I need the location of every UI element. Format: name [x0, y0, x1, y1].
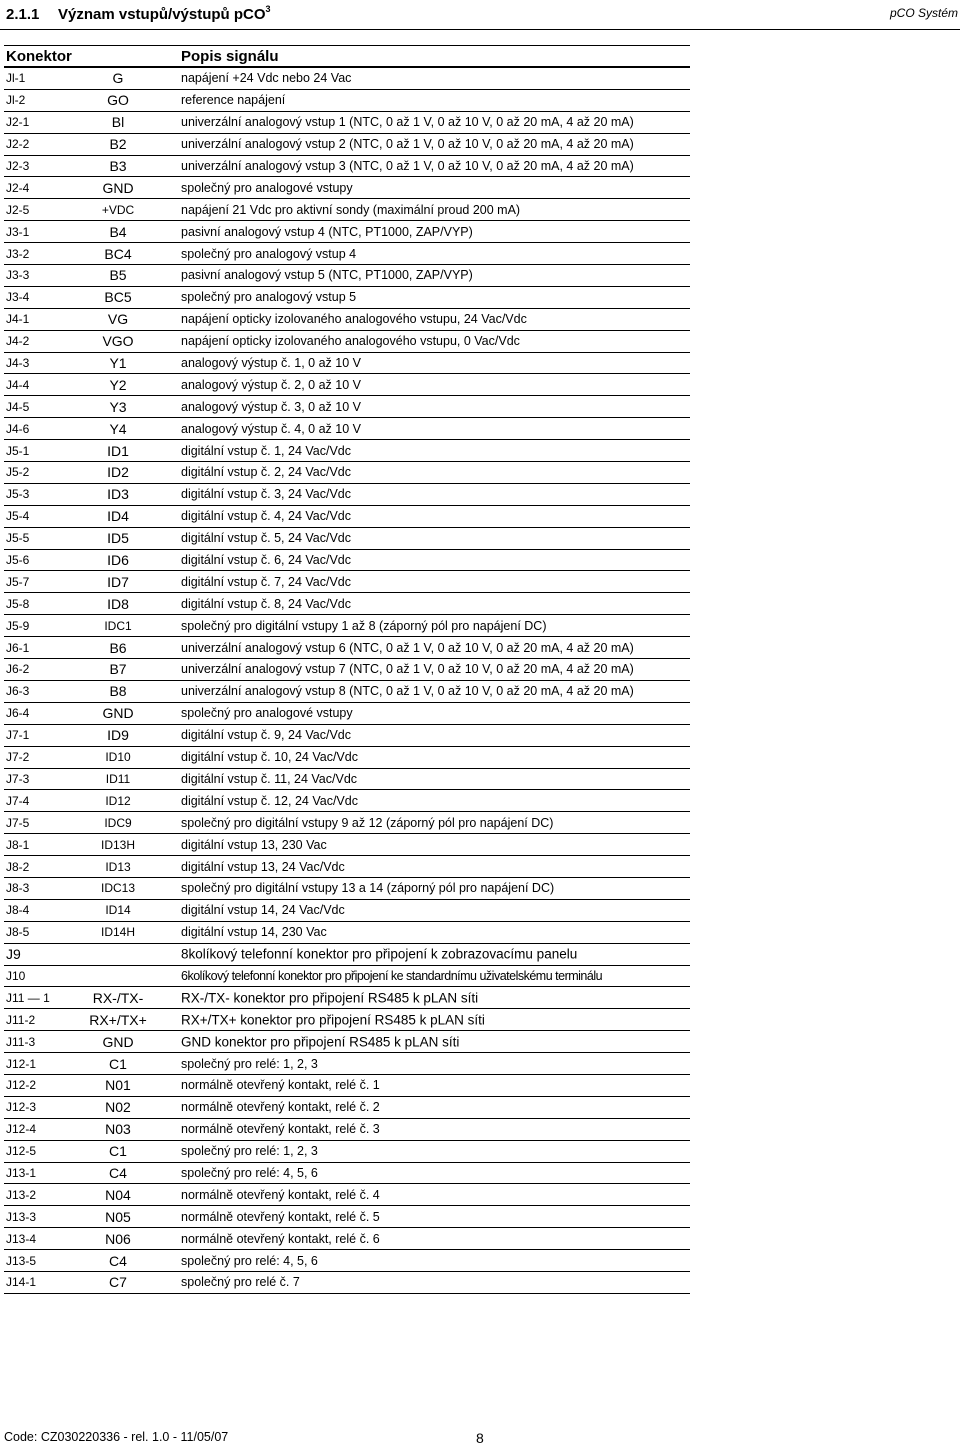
table-row [4, 287, 690, 309]
connector-id: J5-2 [6, 465, 30, 480]
signal-description: digitální vstup 14, 24 Vac/Vdc [181, 903, 345, 918]
signal-description: RX-/TX- konektor pro připojení RS485 k pLAN síti [181, 990, 479, 1006]
brand-label: pCO Systém [889, 6, 958, 20]
signal-name: GO [107, 92, 129, 109]
signal-description: digitální vstup č. 2, 24 Vac/Vdc [181, 465, 352, 480]
table-row [4, 156, 690, 178]
table-row [4, 703, 690, 725]
connector-id: J5-1 [6, 443, 30, 458]
section-title-text: Význam vstupů/výstupů pCO [58, 6, 266, 23]
table-row [4, 1031, 690, 1053]
signal-description: digitální vstup č. 7, 24 Vac/Vdc [181, 574, 352, 589]
page-number: 8 [476, 1430, 484, 1446]
signal-name: IDC1 [104, 618, 132, 633]
connector-id: J4-2 [6, 334, 30, 349]
connector-id: J8-1 [6, 837, 30, 852]
signal-name: C7 [109, 1274, 127, 1291]
connector-id: J3-2 [6, 246, 30, 261]
table-row [4, 374, 690, 396]
table-row [4, 1053, 690, 1075]
signal-description: RX+/TX+ konektor pro připojení RS485 k pLAN síti [181, 1012, 485, 1028]
signal-name: BC4 [104, 245, 132, 262]
signal-name: GND [102, 179, 134, 196]
connector-id: J13-2 [6, 1187, 37, 1202]
table-row [4, 769, 690, 791]
signal-description: GND konektor pro připojení RS485 k pLAN síti [181, 1034, 460, 1050]
signal-name: N04 [105, 1186, 131, 1203]
signal-description: pasivní analogový vstup 5 (NTC, PT1000, ZAP/VYP) [181, 268, 473, 283]
signal-description: analogový výstup č. 3, 0 až 10 V [181, 399, 361, 414]
signal-name: VGO [102, 333, 134, 350]
table-row [4, 112, 690, 134]
signal-description: normálně otevřený kontakt, relé č. 4 [181, 1187, 380, 1202]
signal-description: digitální vstup č. 12, 24 Vac/Vdc [181, 793, 358, 808]
table-row [4, 418, 690, 440]
signal-name: ID10 [105, 750, 131, 765]
table-row [4, 1206, 690, 1228]
table-row [4, 484, 690, 506]
signal-description: digitální vstup č. 3, 24 Vac/Vdc [181, 487, 352, 502]
signal-description: společný pro digitální vstupy 13 a 14 (záporný pól pro napájení DC) [181, 881, 555, 896]
table-row [4, 1141, 690, 1163]
signal-name: ID14 [105, 903, 131, 918]
connector-id: J8-2 [6, 859, 30, 874]
connector-id: J5-7 [6, 574, 30, 589]
signal-description: společný pro analogové vstupy [181, 180, 353, 195]
table-row [4, 396, 690, 418]
connector-id: J8-3 [6, 881, 30, 896]
signal-description: společný pro relé: 1, 2, 3 [181, 1056, 318, 1071]
signal-description: společný pro relé: 1, 2, 3 [181, 1144, 318, 1159]
signal-description: společný pro digitální vstupy 1 až 8 (záporný pól pro napájení DC) [181, 618, 547, 633]
table-row [4, 1250, 690, 1272]
connector-table [4, 45, 690, 1294]
signal-name: ID13 [105, 859, 131, 874]
signal-description: napájení 21 Vdc pro aktivní sondy (maximální proud 200 mA) [181, 202, 521, 217]
table-row [4, 944, 690, 966]
signal-description: digitální vstup č. 11, 24 Vac/Vdc [181, 771, 358, 786]
connector-id: J4-3 [6, 356, 30, 371]
table-row [4, 615, 690, 637]
table-row [4, 550, 690, 572]
signal-name: ID14H [100, 925, 135, 940]
signal-description: univerzální analogový vstup 2 (NTC, 0 až 1 V, 0 až 10 V, 0 až 20 mA, 4 až 20 mA) [181, 137, 634, 152]
signal-name: Y1 [109, 355, 127, 372]
signal-name: IDC9 [104, 815, 132, 830]
connector-id: J5-9 [6, 618, 30, 633]
connector-id: J8-5 [6, 925, 30, 940]
connector-id: J6-4 [6, 706, 30, 721]
signal-description: společný pro analogové vstupy [181, 706, 353, 721]
connector-id: J11-2 [6, 1012, 36, 1027]
signal-description: normálně otevřený kontakt, relé č. 2 [181, 1100, 380, 1115]
signal-description: digitální vstup č. 9, 24 Vac/Vdc [181, 728, 352, 743]
connector-id: J13-3 [6, 1209, 37, 1224]
table-row [4, 659, 690, 681]
signal-name: B8 [109, 683, 127, 700]
signal-name: B3 [109, 158, 127, 174]
table-row [4, 462, 690, 484]
table-header [4, 46, 690, 68]
signal-name: IDC13 [100, 881, 135, 896]
table-row [4, 221, 690, 243]
signal-name: ID9 [107, 727, 129, 744]
table-row [4, 1097, 690, 1119]
signal-name: Y2 [109, 376, 127, 393]
signal-name: N06 [105, 1230, 131, 1247]
signal-description: napájení opticky izolovaného analogového vstupu, 0 Vac/Vdc [181, 334, 520, 349]
signal-name: ID2 [107, 464, 129, 481]
connector-id: J7-4 [6, 793, 30, 808]
signal-description: společný pro relé č. 7 [181, 1275, 300, 1290]
signal-name: ID11 [105, 771, 131, 786]
connector-id: J10 [6, 968, 26, 983]
signal-description: společný pro digitální vstupy 9 až 12 (záporný pól pro napájení DC) [181, 815, 554, 830]
signal-name: B2 [109, 136, 127, 153]
signal-name: ID12 [105, 793, 131, 808]
connector-id: J5-3 [6, 487, 30, 502]
connector-id: J5-6 [6, 553, 30, 568]
connector-id: J12-5 [6, 1144, 37, 1159]
signal-description: 6kolíkový telefonní konektor pro připojení ke standardnímu uživatelskému terminálu [181, 968, 603, 983]
signal-name: ID7 [107, 573, 129, 590]
connector-id: J7-3 [6, 771, 30, 786]
connector-id: J4-6 [6, 421, 30, 436]
signal-name: ID13H [100, 837, 135, 852]
signal-description: analogový výstup č. 4, 0 až 10 V [181, 421, 361, 436]
table-row [4, 571, 690, 593]
table-row [4, 134, 690, 156]
signal-description: digitální vstup č. 6, 24 Vac/Vdc [181, 553, 352, 568]
table-row [4, 1272, 690, 1294]
connector-id: Jl-2 [6, 93, 26, 108]
table-row [4, 966, 690, 988]
table-row [4, 922, 690, 944]
table-row [4, 1075, 690, 1097]
table-row [4, 834, 690, 856]
table-row [4, 177, 690, 199]
connector-id: J9 [6, 946, 21, 963]
connector-id: Jl-1 [6, 71, 26, 86]
connector-id: J13-4 [6, 1231, 37, 1246]
table-row [4, 199, 690, 221]
signal-name: RX-/TX- [92, 989, 144, 1006]
connector-id: J12-4 [6, 1122, 37, 1137]
signal-name: C4 [109, 1252, 127, 1269]
table-row [4, 637, 690, 659]
connector-id: J7-2 [6, 750, 30, 765]
table-row [4, 440, 690, 462]
table-row [4, 331, 690, 353]
signal-description: digitální vstup č. 10, 24 Vac/Vdc [181, 750, 358, 765]
table-row [4, 856, 690, 878]
table-row [4, 878, 690, 900]
column-header-connector: Konektor [6, 48, 72, 65]
table-row [4, 506, 690, 528]
signal-description: normálně otevřený kontakt, relé č. 6 [181, 1231, 380, 1246]
connector-id: J11-3 [6, 1034, 36, 1049]
table-row [4, 747, 690, 769]
signal-name: C1 [109, 1055, 127, 1072]
signal-name: ID4 [107, 508, 129, 525]
section-number: 2.1.1 [6, 6, 40, 23]
signal-name: +VDC [101, 202, 135, 217]
signal-description: normálně otevřený kontakt, relé č. 3 [181, 1122, 380, 1137]
signal-name: BC5 [104, 289, 132, 306]
signal-name: N01 [105, 1077, 131, 1094]
table-body [4, 68, 690, 1294]
connector-id: J3-1 [6, 224, 30, 239]
document-code: Code: CZ030220336 - rel. 1.0 - 11/05/07 [4, 1430, 229, 1444]
column-header-description: Popis signálu [181, 48, 279, 65]
connector-id: J2-2 [6, 137, 30, 152]
signal-description: digitální vstup 13, 24 Vac/Vdc [181, 859, 345, 874]
signal-name: GND [102, 1033, 134, 1050]
signal-name: GND [102, 705, 134, 722]
connector-id: J6-3 [6, 684, 30, 699]
signal-name: Bl [111, 114, 125, 131]
connector-id: J12-3 [6, 1100, 37, 1115]
signal-description: univerzální analogový vstup 6 (NTC, 0 až 1 V, 0 až 10 V, 0 až 20 mA, 4 až 20 mA) [181, 640, 634, 655]
table-row [4, 812, 690, 834]
signal-description: 8kolíkový telefonní konektor pro připojení k zobrazovacímu panelu [181, 946, 578, 962]
table-row [4, 593, 690, 615]
signal-description: společný pro relé: 4, 5, 6 [181, 1165, 318, 1180]
signal-description: společný pro analogový vstup 4 [181, 246, 357, 261]
signal-description: pasivní analogový vstup 4 (NTC, PT1000, ZAP/VYP) [181, 224, 473, 239]
signal-name: B4 [109, 223, 127, 240]
signal-description: digitální vstup 13, 230 Vac [181, 837, 327, 852]
connector-id: J5-4 [6, 509, 30, 524]
signal-description: univerzální analogový vstup 8 (NTC, 0 až 1 V, 0 až 10 V, 0 až 20 mA, 4 až 20 mA) [181, 684, 634, 699]
signal-description: digitální vstup č. 4, 24 Vac/Vdc [181, 509, 352, 524]
signal-name: ID6 [107, 552, 129, 569]
signal-name: ID5 [107, 530, 129, 547]
connector-id: J13-5 [6, 1253, 37, 1268]
signal-name: Y4 [109, 420, 127, 437]
section-title [6, 4, 271, 23]
table-row [4, 1119, 690, 1141]
signal-description: normálně otevřený kontakt, relé č. 5 [181, 1209, 380, 1224]
connector-id: J5-8 [6, 596, 30, 611]
signal-description: napájení +24 Vdc nebo 24 Vac [181, 71, 352, 86]
connector-id: J3-3 [6, 268, 30, 283]
signal-name: ID3 [107, 486, 129, 503]
connector-id: J2-4 [6, 180, 30, 195]
signal-description: digitální vstup č. 8, 24 Vac/Vdc [181, 596, 352, 611]
signal-name: B7 [109, 661, 127, 678]
section-title-superscript: 3 [265, 4, 271, 14]
table-row [4, 1228, 690, 1250]
signal-description: společný pro relé: 4, 5, 6 [181, 1253, 318, 1268]
table-row [4, 900, 690, 922]
table-row [4, 725, 690, 747]
signal-name: N03 [105, 1121, 131, 1138]
connector-id: J14-1 [6, 1275, 37, 1290]
table-row [4, 1163, 690, 1185]
signal-description: analogový výstup č. 2, 0 až 10 V [181, 377, 361, 392]
signal-description: reference napájení [181, 93, 286, 108]
connector-id: J4-5 [6, 399, 30, 414]
connector-id: J2-3 [6, 159, 30, 173]
signal-name: B6 [109, 639, 127, 656]
connector-id: J2-1 [6, 115, 30, 130]
table-row [4, 790, 690, 812]
table-row [4, 265, 690, 287]
connector-id: J6-2 [6, 662, 30, 677]
signal-description: digitální vstup č. 1, 24 Vac/Vdc [181, 443, 352, 458]
signal-description: univerzální analogový vstup 7 (NTC, 0 až 1 V, 0 až 10 V, 0 až 20 mA, 4 až 20 mA) [181, 662, 634, 677]
signal-description: normálně otevřený kontakt, relé č. 1 [181, 1078, 380, 1093]
table-row [4, 309, 690, 331]
signal-description: univerzální analogový vstup 1 (NTC, 0 až 1 V, 0 až 10 V, 0 až 20 mA, 4 až 20 mA) [181, 115, 634, 130]
signal-name: RX+/TX+ [89, 1011, 147, 1028]
table-row [4, 987, 690, 1009]
table-row [4, 353, 690, 375]
signal-name: C1 [109, 1143, 127, 1160]
signal-name: N02 [105, 1099, 131, 1116]
connector-id: J11 — 1 [6, 990, 50, 1005]
connector-id: J2-5 [6, 202, 30, 217]
connector-id: J7-1 [6, 728, 30, 743]
signal-description: univerzální analogový vstup 3 (NTC, 0 až 1 V, 0 až 10 V, 0 až 20 mA, 4 až 20 mA) [181, 159, 634, 173]
signal-name: ID1 [107, 442, 129, 459]
page-header [0, 0, 960, 30]
connector-id: J8-4 [6, 903, 30, 918]
table-row [4, 1184, 690, 1206]
signal-description: analogový výstup č. 1, 0 až 10 V [181, 356, 361, 371]
connector-id: J4-1 [6, 312, 30, 327]
connector-id: J12-1 [6, 1056, 37, 1071]
signal-description: napájení opticky izolovaného analogového vstupu, 24 Vac/Vdc [181, 312, 527, 327]
connector-id: J6-1 [6, 640, 30, 655]
connector-id: J13-1 [6, 1165, 37, 1180]
signal-name: N05 [105, 1208, 131, 1225]
signal-name: Y3 [109, 398, 127, 415]
signal-name: G [112, 70, 124, 87]
signal-name: C4 [109, 1164, 127, 1181]
signal-description: digitální vstup 14, 230 Vac [181, 925, 327, 940]
table-row [4, 1009, 690, 1031]
signal-name: VG [107, 311, 129, 328]
table-row [4, 68, 690, 90]
signal-description: digitální vstup č. 5, 24 Vac/Vdc [181, 531, 352, 546]
table-row [4, 90, 690, 112]
signal-name: B5 [109, 267, 127, 284]
connector-id: J4-4 [6, 377, 30, 392]
table-row [4, 681, 690, 703]
signal-name: ID8 [107, 595, 129, 612]
signal-description: společný pro analogový vstup 5 [181, 290, 357, 305]
connector-id: J5-5 [6, 531, 30, 546]
connector-id: J12-2 [6, 1078, 37, 1093]
table-row [4, 243, 690, 265]
connector-id: J3-4 [6, 290, 30, 305]
table-row [4, 528, 690, 550]
connector-id: J7-5 [6, 815, 30, 830]
